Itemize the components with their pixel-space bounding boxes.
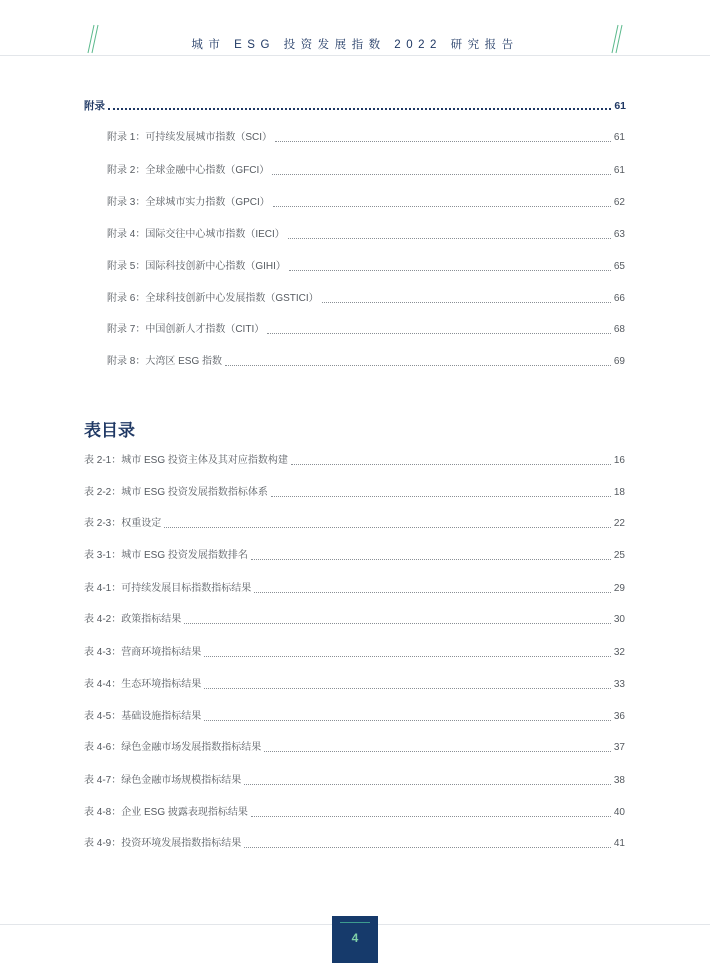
toc-label: 表 4-5：基础设施指标结果 bbox=[84, 711, 202, 722]
toc-label: 表 2-2：城市 ESG 投资发展指数指标体系 bbox=[84, 487, 268, 498]
toc-page-number: 18 bbox=[613, 487, 625, 498]
toc-label: 附录 1：可持续发展城市指数（SCI） bbox=[107, 132, 273, 143]
toc-label: 附录 7：中国创新人才指数（CITI） bbox=[107, 324, 265, 335]
toc-label: 表 4-8：企业 ESG 披露表现指标结果 bbox=[84, 807, 248, 818]
dot-leader bbox=[254, 591, 611, 593]
dot-leader bbox=[251, 815, 611, 817]
toc-page-number: 61 bbox=[614, 100, 626, 112]
toc-entry[interactable] bbox=[84, 679, 625, 691]
toc-entry[interactable] bbox=[107, 132, 625, 144]
toc-page-number: 16 bbox=[613, 455, 625, 466]
dot-leader bbox=[275, 140, 611, 142]
toc-page-number: 61 bbox=[613, 165, 625, 176]
toc-page-number: 22 bbox=[613, 518, 625, 529]
toc-entry[interactable] bbox=[107, 229, 625, 241]
toc-entry[interactable] bbox=[84, 583, 625, 595]
dot-leader bbox=[273, 205, 611, 207]
toc-entry[interactable] bbox=[84, 647, 625, 659]
toc-label: 表 4-2：政策指标结果 bbox=[84, 614, 182, 625]
dot-leader bbox=[244, 846, 611, 848]
toc-label: 附录 4：国际交往中心城市指数（IECI） bbox=[107, 229, 285, 240]
toc-page-number: 61 bbox=[613, 132, 625, 143]
toc-label: 表 4-1：可持续发展目标指数指标结果 bbox=[84, 583, 252, 594]
toc-entry[interactable] bbox=[84, 742, 625, 754]
toc-label: 表 4-6：绿色金融市场发展指数指标结果 bbox=[84, 742, 262, 753]
toc-entry[interactable] bbox=[84, 550, 625, 562]
toc-page-number: 38 bbox=[613, 775, 625, 786]
toc-entry[interactable] bbox=[107, 356, 625, 368]
toc-page-number: 32 bbox=[613, 647, 625, 658]
dot-leader bbox=[272, 173, 611, 175]
toc-page-number: 29 bbox=[613, 583, 625, 594]
toc-page-number: 63 bbox=[613, 229, 625, 240]
toc-entry[interactable] bbox=[84, 614, 625, 626]
toc-label: 表 4-4：生态环境指标结果 bbox=[84, 679, 202, 690]
toc-page-number: 40 bbox=[613, 807, 625, 818]
header-divider bbox=[0, 55, 710, 56]
toc-entry[interactable] bbox=[84, 838, 625, 850]
page-number-box bbox=[332, 916, 378, 963]
toc-page-number: 66 bbox=[613, 293, 625, 304]
dot-leader bbox=[108, 107, 611, 110]
toc-page-number: 37 bbox=[613, 742, 625, 753]
section-title: 表目录 bbox=[84, 421, 135, 440]
toc-entry-appendix[interactable] bbox=[84, 100, 626, 112]
dot-leader bbox=[288, 237, 611, 239]
toc-page-number: 33 bbox=[613, 679, 625, 690]
toc-entry[interactable] bbox=[84, 807, 625, 819]
toc-entry[interactable] bbox=[84, 455, 625, 467]
toc-label: 表 3-1：城市 ESG 投资发展指数排名 bbox=[84, 550, 248, 561]
toc-page-number: 69 bbox=[613, 356, 625, 367]
toc-label: 表 4-7：绿色金融市场规模指标结果 bbox=[84, 775, 242, 786]
toc-entry[interactable] bbox=[84, 518, 625, 530]
dot-leader bbox=[184, 622, 611, 624]
toc-label: 附录 3：全球城市实力指数（GPCI） bbox=[107, 197, 270, 208]
toc-label: 附录 bbox=[84, 100, 105, 112]
page-number-accent bbox=[340, 922, 370, 923]
toc-page-number: 36 bbox=[613, 711, 625, 722]
page-header bbox=[0, 0, 710, 62]
toc-label: 表 2-1：城市 ESG 投资主体及其对应指数构建 bbox=[84, 455, 288, 466]
dot-leader bbox=[225, 364, 611, 366]
toc-page-number: 30 bbox=[613, 614, 625, 625]
dot-leader bbox=[204, 687, 611, 689]
dot-leader bbox=[204, 655, 611, 657]
toc-entry[interactable] bbox=[84, 775, 625, 787]
toc-label: 附录 8：大湾区 ESG 指数 bbox=[107, 356, 223, 367]
toc-label: 附录 5：国际科技创新中心指数（GIHI） bbox=[107, 261, 286, 272]
dot-leader bbox=[291, 463, 611, 465]
toc-entry[interactable] bbox=[107, 293, 625, 305]
toc-entry[interactable] bbox=[84, 711, 625, 723]
page-number: 4 bbox=[351, 931, 359, 945]
dot-leader bbox=[244, 783, 611, 785]
toc-label: 表 4-3：营商环境指标结果 bbox=[84, 647, 202, 658]
toc-label: 表 4-9：投资环境发展指数指标结果 bbox=[84, 838, 242, 849]
toc-page-number: 68 bbox=[613, 324, 625, 335]
dot-leader bbox=[289, 269, 611, 271]
toc-label: 附录 6：全球科技创新中心发展指数（GSTICI） bbox=[107, 293, 319, 304]
dot-leader bbox=[264, 750, 611, 752]
dot-leader bbox=[164, 526, 611, 528]
header-title: 城市 ESG 投资发展指数 2022 研究报告 bbox=[191, 39, 519, 51]
dot-leader bbox=[204, 719, 611, 721]
toc-page-number: 65 bbox=[613, 261, 625, 272]
toc-label: 表 2-3：权重设定 bbox=[84, 518, 162, 529]
toc-entry[interactable] bbox=[107, 165, 625, 177]
toc-entry[interactable] bbox=[84, 487, 625, 499]
toc-page-number: 41 bbox=[613, 838, 625, 849]
dot-leader bbox=[271, 495, 611, 497]
dot-leader bbox=[322, 301, 611, 303]
double-slash-icon bbox=[606, 24, 626, 54]
toc-entry[interactable] bbox=[107, 324, 625, 336]
dot-leader bbox=[267, 332, 611, 334]
toc-label: 附录 2：全球金融中心指数（GFCI） bbox=[107, 165, 270, 176]
toc-page-number: 62 bbox=[613, 197, 625, 208]
toc-entry[interactable] bbox=[107, 261, 625, 273]
toc-page-number: 25 bbox=[613, 550, 625, 561]
toc-entry[interactable] bbox=[107, 197, 625, 209]
dot-leader bbox=[251, 558, 611, 560]
